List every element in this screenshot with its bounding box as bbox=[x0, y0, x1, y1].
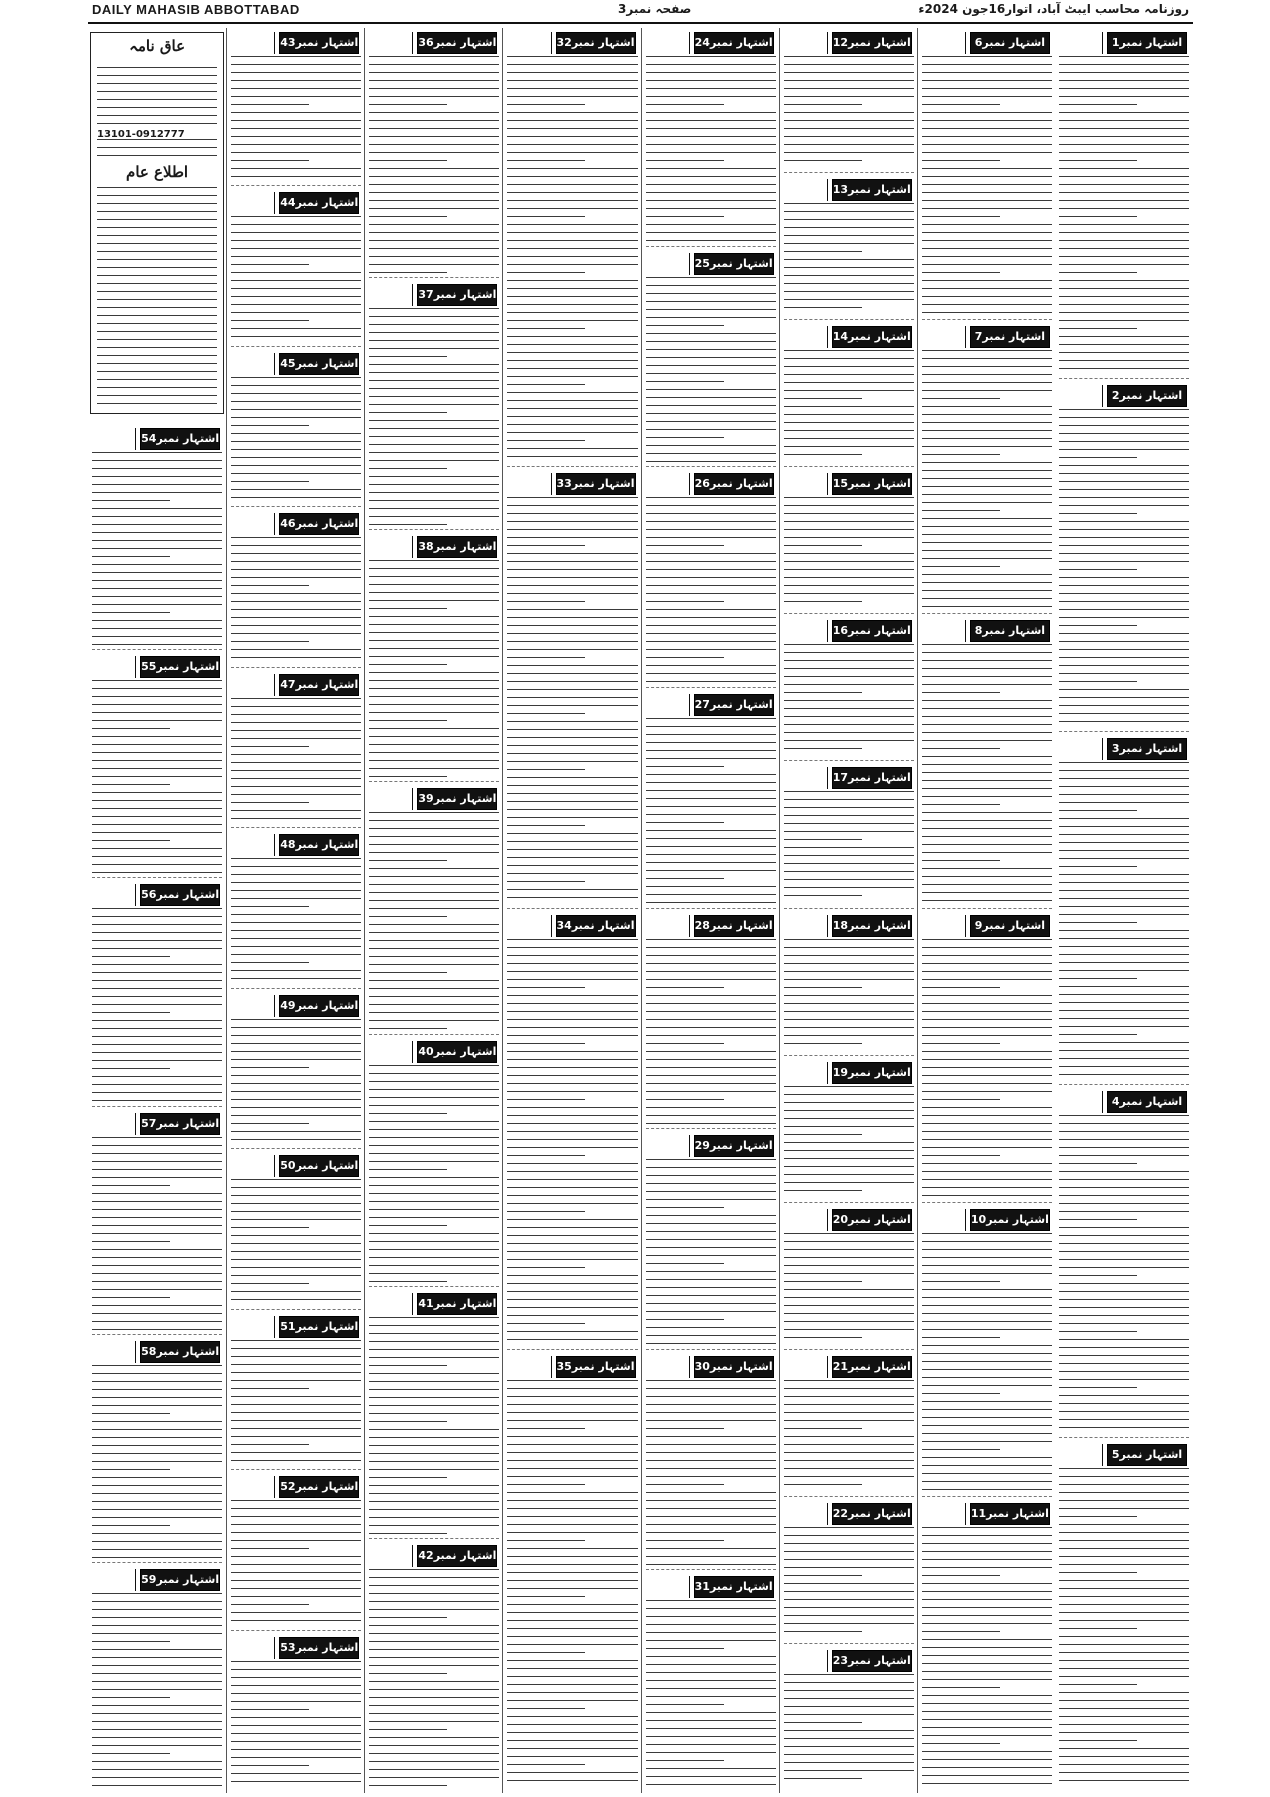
notice-text-block bbox=[922, 1527, 1052, 1787]
notice-text-block bbox=[507, 497, 637, 904]
notice-separator bbox=[231, 506, 361, 507]
notice-number-tag: اشتہار نمبر10 bbox=[970, 1209, 1050, 1231]
notice-column bbox=[226, 28, 365, 1793]
notice-number-tag: اشتہار نمبر48 bbox=[279, 834, 359, 856]
notice-number-tag: اشتہار نمبر43 bbox=[279, 32, 359, 54]
notice-separator bbox=[1059, 1437, 1189, 1438]
notice-separator bbox=[922, 613, 1052, 614]
newspaper-page bbox=[88, 0, 1193, 1797]
notice-number-tag: اشتہار نمبر8 bbox=[970, 620, 1050, 642]
notice-text-block bbox=[784, 1674, 914, 1787]
notice-text-block bbox=[784, 644, 914, 757]
notice-text-block bbox=[92, 452, 222, 646]
notice-number-tag: اشتہار نمبر9 bbox=[970, 915, 1050, 937]
notice-text-block bbox=[231, 1340, 361, 1466]
notice-number-tag: اشتہار نمبر59 bbox=[140, 1569, 220, 1591]
notice-separator bbox=[369, 529, 499, 530]
notice-separator bbox=[922, 908, 1052, 909]
notice-separator bbox=[646, 466, 776, 467]
notice-number-tag: اشتہار نمبر27 bbox=[694, 694, 774, 716]
notice-text-block bbox=[369, 1065, 499, 1283]
notice-number-tag: اشتہار نمبر57 bbox=[140, 1113, 220, 1135]
notice-number-tag: اشتہار نمبر22 bbox=[832, 1503, 912, 1525]
notice-number-tag: اشتہار نمبر29 bbox=[694, 1135, 774, 1157]
notice-number-tag: اشتہار نمبر37 bbox=[417, 284, 497, 306]
notice-separator bbox=[922, 1202, 1052, 1203]
box-heading: اطلاع عام bbox=[126, 163, 189, 181]
notice-text-block bbox=[231, 216, 361, 342]
notice-number-tag: اشتہار نمبر50 bbox=[279, 1155, 359, 1177]
notice-number-tag: اشتہار نمبر51 bbox=[279, 1316, 359, 1338]
notice-text-block bbox=[1059, 56, 1189, 375]
notice-number-tag: اشتہار نمبر14 bbox=[832, 326, 912, 348]
notice-text-block bbox=[646, 277, 776, 464]
notice-separator bbox=[646, 908, 776, 909]
notice-number-tag: اشتہار نمبر47 bbox=[279, 674, 359, 696]
notice-number-tag: اشتہار نمبر41 bbox=[417, 1293, 497, 1315]
notice-separator bbox=[369, 277, 499, 278]
notice-text-block bbox=[507, 56, 637, 463]
notice-text-block bbox=[369, 308, 499, 526]
notice-text-block bbox=[369, 56, 499, 274]
notice-separator bbox=[231, 1469, 361, 1470]
notice-separator bbox=[784, 1055, 914, 1056]
notice-text-block bbox=[231, 377, 361, 503]
notice-number-tag: اشتہار نمبر56 bbox=[140, 884, 220, 906]
notice-separator bbox=[922, 319, 1052, 320]
notice-number-tag: اشتہار نمبر6 bbox=[970, 32, 1050, 54]
notice-number-tag: اشتہار نمبر4 bbox=[1107, 1091, 1187, 1113]
notice-number-tag: اشتہار نمبر44 bbox=[279, 192, 359, 214]
notice-text-block bbox=[369, 560, 499, 778]
notice-separator bbox=[507, 1349, 637, 1350]
notice-number-tag: اشتہار نمبر40 bbox=[417, 1041, 497, 1063]
notice-number-tag: اشتہار نمبر19 bbox=[832, 1062, 912, 1084]
notice-column bbox=[641, 28, 780, 1793]
notice-text-block bbox=[784, 1527, 914, 1640]
notice-text-block bbox=[92, 680, 222, 874]
notice-text-block bbox=[646, 1159, 776, 1346]
notice-text-block bbox=[922, 56, 1052, 316]
notice-text-block bbox=[922, 939, 1052, 1199]
notice-number-tag: اشتہار نمبر1 bbox=[1107, 32, 1187, 54]
notice-number-tag: اشتہار نمبر15 bbox=[832, 473, 912, 495]
notice-number-tag: اشتہار نمبر5 bbox=[1107, 1444, 1187, 1466]
notice-text-block bbox=[507, 939, 637, 1346]
notice-number-tag: اشتہار نمبر52 bbox=[279, 1476, 359, 1498]
notice-number-tag: اشتہار نمبر42 bbox=[417, 1545, 497, 1567]
notice-separator bbox=[231, 1148, 361, 1149]
notice-separator bbox=[231, 988, 361, 989]
notice-number-tag: اشتہار نمبر58 bbox=[140, 1341, 220, 1363]
box-contact: 13101-0912777 bbox=[97, 129, 185, 140]
notice-number-tag: اشتہار نمبر2 bbox=[1107, 385, 1187, 407]
disownment-notice-box bbox=[90, 32, 224, 414]
notice-number-tag: اشتہار نمبر12 bbox=[832, 32, 912, 54]
notice-text-block bbox=[1059, 762, 1189, 1081]
notice-number-tag: اشتہار نمبر36 bbox=[417, 32, 497, 54]
notice-text-block bbox=[231, 56, 361, 182]
notice-text-block bbox=[231, 698, 361, 824]
notice-number-tag: اشتہار نمبر35 bbox=[556, 1356, 636, 1378]
notice-separator bbox=[369, 1538, 499, 1539]
notice-number-tag: اشتہار نمبر20 bbox=[832, 1209, 912, 1231]
notice-number-tag: اشتہار نمبر16 bbox=[832, 620, 912, 642]
notice-column bbox=[779, 28, 918, 1793]
notice-text-block bbox=[784, 203, 914, 316]
notice-text-block bbox=[922, 350, 1052, 610]
notice-separator bbox=[784, 1202, 914, 1203]
notice-number-tag: اشتہار نمبر32 bbox=[556, 32, 636, 54]
notice-number-tag: اشتہار نمبر21 bbox=[832, 1356, 912, 1378]
notice-text-block bbox=[231, 1661, 361, 1787]
notice-number-tag: اشتہار نمبر54 bbox=[140, 428, 220, 450]
notice-text-block bbox=[922, 1233, 1052, 1493]
notice-number-tag: اشتہار نمبر3 bbox=[1107, 738, 1187, 760]
notice-columns bbox=[88, 28, 1193, 1793]
notice-number-tag: اشتہار نمبر7 bbox=[970, 326, 1050, 348]
notice-separator bbox=[231, 185, 361, 186]
paper-name: DAILY MAHASIB ABBOTTABAD bbox=[92, 2, 300, 17]
notice-number-tag: اشتہار نمبر17 bbox=[832, 767, 912, 789]
notice-number-tag: اشتہار نمبر28 bbox=[694, 915, 774, 937]
notice-column bbox=[364, 28, 503, 1793]
notice-separator bbox=[784, 613, 914, 614]
notice-separator bbox=[1059, 731, 1189, 732]
notice-text-block bbox=[92, 908, 222, 1102]
notice-separator bbox=[784, 319, 914, 320]
masthead bbox=[88, 0, 1193, 24]
notice-number-tag: اشتہار نمبر39 bbox=[417, 788, 497, 810]
notice-text-block bbox=[1059, 409, 1189, 728]
notice-separator bbox=[92, 1106, 222, 1107]
notice-text-block bbox=[646, 1600, 776, 1787]
notice-column bbox=[917, 28, 1056, 1793]
notice-number-tag: اشتہار نمبر45 bbox=[279, 353, 359, 375]
box-heading: عاق نامہ bbox=[129, 37, 186, 55]
notice-text-block bbox=[784, 497, 914, 610]
notice-separator bbox=[784, 1643, 914, 1644]
notice-number-tag: اشتہار نمبر24 bbox=[694, 32, 774, 54]
notice-separator bbox=[507, 908, 637, 909]
notice-separator bbox=[784, 760, 914, 761]
notice-text-block bbox=[784, 1233, 914, 1346]
notice-separator bbox=[646, 1128, 776, 1129]
notice-separator bbox=[231, 667, 361, 668]
notice-number-tag: اشتہار نمبر53 bbox=[279, 1637, 359, 1659]
notice-number-tag: اشتہار نمبر34 bbox=[556, 915, 636, 937]
notice-separator bbox=[92, 877, 222, 878]
notice-separator bbox=[922, 1496, 1052, 1497]
notice-separator bbox=[369, 1286, 499, 1287]
notice-separator bbox=[231, 1309, 361, 1310]
notice-text-block bbox=[92, 1593, 222, 1787]
notice-text-block bbox=[784, 791, 914, 904]
page-number: صفحہ نمبر3 bbox=[618, 2, 692, 16]
notice-text-block bbox=[1059, 1115, 1189, 1434]
notice-text-block bbox=[231, 1500, 361, 1626]
notice-text-block bbox=[784, 56, 914, 169]
notice-text-block bbox=[231, 537, 361, 663]
notice-number-tag: اشتہار نمبر11 bbox=[970, 1503, 1050, 1525]
notice-separator bbox=[784, 1496, 914, 1497]
notice-number-tag: اشتہار نمبر49 bbox=[279, 995, 359, 1017]
notice-number-tag: اشتہار نمبر31 bbox=[694, 1576, 774, 1598]
notice-text-block bbox=[369, 1317, 499, 1535]
notice-separator bbox=[1059, 1084, 1189, 1085]
notice-text-block bbox=[369, 1569, 499, 1787]
notice-text-block bbox=[646, 718, 776, 905]
notice-number-tag: اشتہار نمبر18 bbox=[832, 915, 912, 937]
notice-number-tag: اشتہار نمبر33 bbox=[556, 473, 636, 495]
notice-text-block bbox=[646, 56, 776, 243]
notice-number-tag: اشتہار نمبر23 bbox=[832, 1650, 912, 1672]
notice-text-block bbox=[646, 497, 776, 684]
notice-number-tag: اشتہار نمبر46 bbox=[279, 513, 359, 535]
notice-text-block bbox=[784, 350, 914, 463]
notice-text-block bbox=[231, 858, 361, 984]
notice-separator bbox=[784, 172, 914, 173]
notice-number-tag: اشتہار نمبر25 bbox=[694, 253, 774, 275]
notice-number-tag: اشتہار نمبر30 bbox=[694, 1356, 774, 1378]
notice-number-tag: اشتہار نمبر26 bbox=[694, 473, 774, 495]
notice-text-block bbox=[507, 1380, 637, 1787]
notice-text-block bbox=[92, 1365, 222, 1559]
notice-separator bbox=[92, 649, 222, 650]
notice-text-block bbox=[646, 1380, 776, 1567]
notice-number-tag: اشتہار نمبر13 bbox=[832, 179, 912, 201]
notice-text-block bbox=[369, 812, 499, 1030]
notice-separator bbox=[646, 687, 776, 688]
notice-text-block bbox=[231, 1019, 361, 1145]
notice-text-block bbox=[784, 1380, 914, 1493]
notice-separator bbox=[231, 346, 361, 347]
notice-column bbox=[1055, 28, 1193, 1793]
notice-text-block bbox=[922, 644, 1052, 904]
notice-separator bbox=[92, 1562, 222, 1563]
notice-separator bbox=[646, 246, 776, 247]
notice-separator bbox=[231, 827, 361, 828]
notice-separator bbox=[231, 1630, 361, 1631]
notice-text-block bbox=[784, 939, 914, 1052]
notice-separator bbox=[92, 1334, 222, 1335]
notice-separator bbox=[1059, 378, 1189, 379]
notice-text-block bbox=[646, 939, 776, 1126]
notice-separator bbox=[369, 1034, 499, 1035]
notice-separator bbox=[784, 908, 914, 909]
notice-text-block bbox=[1059, 1468, 1189, 1787]
notice-separator bbox=[369, 781, 499, 782]
notice-text-block bbox=[92, 1137, 222, 1331]
notice-separator bbox=[507, 466, 637, 467]
dateline: روزنامہ محاسب ایبٹ آباد، اتوار16جون 2024ء bbox=[918, 2, 1189, 16]
notice-separator bbox=[646, 1349, 776, 1350]
notice-number-tag: اشتہار نمبر55 bbox=[140, 656, 220, 678]
notice-number-tag: اشتہار نمبر38 bbox=[417, 536, 497, 558]
notice-separator bbox=[784, 1349, 914, 1350]
notice-column bbox=[502, 28, 641, 1793]
notice-separator bbox=[646, 1569, 776, 1570]
notice-text-block bbox=[231, 1179, 361, 1305]
notice-separator bbox=[784, 466, 914, 467]
notice-column bbox=[88, 28, 226, 1793]
notice-text-block bbox=[784, 1086, 914, 1199]
